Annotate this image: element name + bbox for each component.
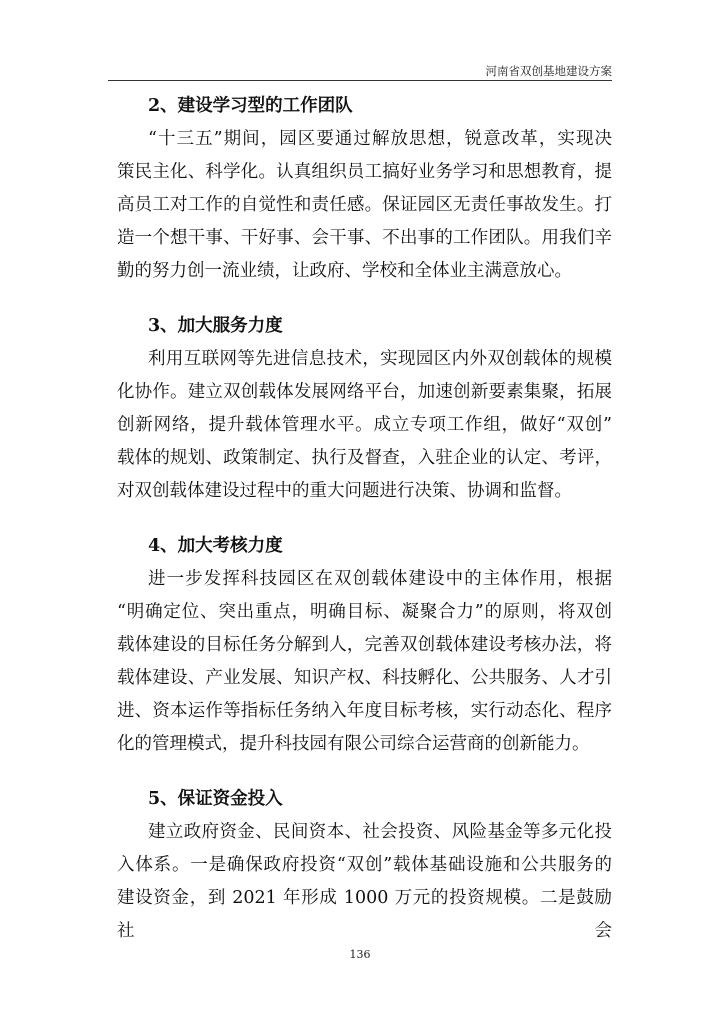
section-heading: 5、保证资金投入 (148, 789, 283, 809)
page-number: 136 (349, 948, 371, 961)
paragraph-line: 载体建设的目标任务分解到人，完善双创载体建设考核办法，将 (117, 635, 612, 655)
paragraph-line: 策民主化、科学化。认真组织员工搞好业务学习和思想教育，提 (117, 162, 612, 182)
paragraph (117, 343, 612, 508)
paragraph-line: 勤的努力创一流业绩，让政府、学校和全体业主满意放心。 (117, 261, 572, 281)
paragraph (117, 816, 612, 948)
header-divider (108, 80, 612, 81)
paragraph-line: 高员工对工作的自觉性和责任感。保证园区无责任事故发生。打 (117, 195, 612, 215)
paragraph-line: 造一个想干事、干好事、会干事、不出事的工作团队。用我们辛 (117, 228, 612, 248)
section-2 (117, 90, 612, 288)
paragraph-line: 化的管理模式，提升科技园有限公司综合运营商的创新能力。 (117, 734, 590, 754)
section-heading: 2、建设学习型的工作团队 (148, 96, 353, 116)
page-content (117, 90, 612, 948)
paragraph-line: “明确定位、突出重点，明确目标、凝聚合力”的原则，将双创 (117, 602, 612, 622)
paragraph-line: “十三五”期间，园区要通过解放思想，锐意改革，实现决 (148, 129, 612, 149)
section-3 (117, 310, 612, 508)
paragraph-line: 化协作。建立双创载体发展网络平台，加速创新要素集聚，拓展 (117, 382, 612, 402)
section-heading: 3、加大服务力度 (148, 316, 283, 336)
paragraph-line: 载体建设、产业发展、知识产权、科技孵化、公共服务、人才引 (117, 668, 612, 688)
paragraph-line: 进一步发挥科技园区在双创载体建设中的主体作用，根据 (148, 569, 612, 589)
section-4 (117, 530, 612, 761)
running-header-title: 河南省双创基地建设方案 (485, 64, 612, 78)
paragraph (117, 123, 612, 288)
paragraph (117, 563, 612, 761)
paragraph-line: 建设资金，到 2021 年形成 1000 万元的投资规模。二是鼓励社会 (117, 888, 612, 941)
paragraph-line: 创新网络，提升载体管理水平。成立专项工作组，做好“双创” (117, 415, 612, 435)
section-heading: 4、加大考核力度 (148, 536, 283, 556)
paragraph-line: 入体系。一是确保政府投资“双创”载体基础设施和公共服务的 (117, 855, 612, 875)
paragraph-line: 建立政府资金、民间资本、社会投资、风险基金等多元化投 (148, 822, 612, 842)
paragraph-line: 载体的规划、政策制定、执行及督查，入驻企业的认定、考评， (117, 448, 612, 468)
section-5 (117, 783, 612, 948)
paragraph-line: 对双创载体建设过程中的重大问题进行决策、协调和监督。 (117, 481, 572, 501)
paragraph-line: 利用互联网等先进信息技术，实现园区内外双创载体的规模 (148, 349, 612, 369)
paragraph-line: 进、资本运作等指标任务纳入年度目标考核，实行动态化、程序 (117, 701, 612, 721)
